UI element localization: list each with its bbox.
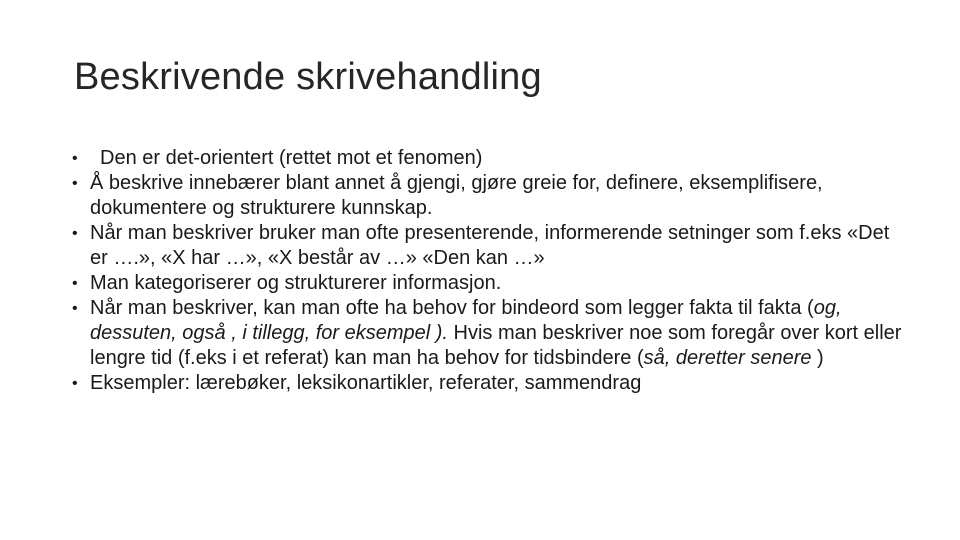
bullet-item [72,371,902,396]
bullet-text-part: ) [811,347,824,369]
bullet-dot: • [72,300,78,317]
bullet-item [72,271,902,296]
bullet-text: Å beskrive innebærer blant annet å gjengi, gjøre greie for, definere, eksemplifisere, dokumentere og strukturere kunnskap. [90,172,823,219]
bullet-dot: • [72,375,78,392]
bullet-text-part: Når man beskriver, kan man ofte ha behov for bindeord som legger fakta til fakta ( [90,297,814,319]
bullet-text: Man kategoriserer og strukturerer informasjon. [90,272,502,294]
bullet-text-italic: og, dessuten, også , i tillegg, for eksempel ). [90,297,842,344]
bullet-text-italic: så, deretter senere [643,347,812,369]
bullet-dot: • [72,175,78,192]
bullet-text: Når man beskriver bruker man ofte presenterende, informerende setninger som f.eks «Det er ….», «X har …», «X består av …» «Den kan …» [90,222,890,269]
bullet-text: Den er det-orientert (rettet mot et fenomen) [100,147,483,169]
bullet-dot: • [72,225,78,242]
bullet-list [72,146,902,396]
slide-title: Beskrivende skrivehandling [74,56,542,98]
bullet-text-mixed [90,296,902,371]
bullet-item [72,146,902,171]
bullet-item [72,221,902,271]
bullet-text: Eksempler: lærebøker, leksikonartikler, referater, sammendrag [90,372,642,394]
bullet-item [72,171,902,221]
bullet-text-part: Hvis man beskriver noe som foregår over kort eller lengre tid (f.eks i et referat) kan man ha behov for tidsbindere ( [90,322,902,369]
bullet-item [72,296,902,371]
bullet-dot: • [72,150,78,167]
bullet-dot: • [72,275,78,292]
